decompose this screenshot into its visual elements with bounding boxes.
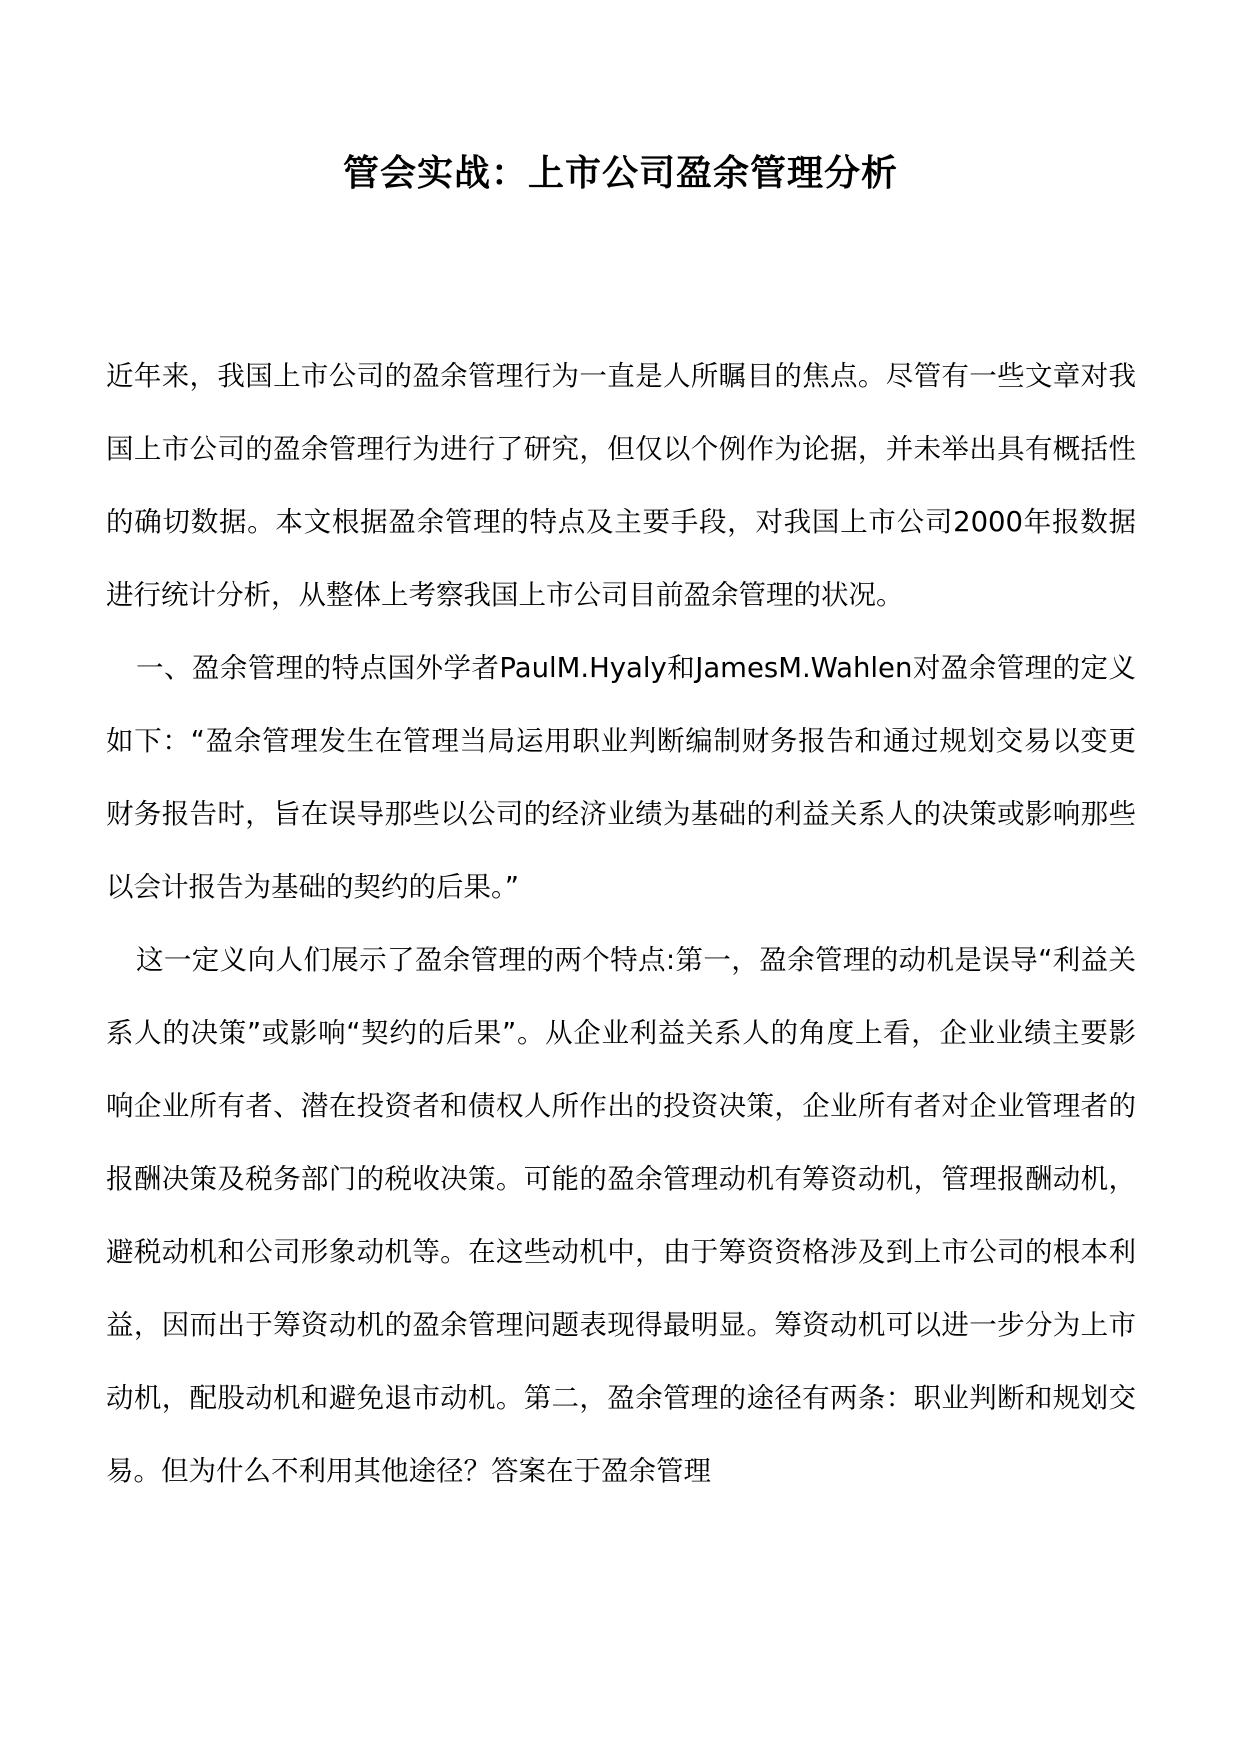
document-title: 管会实战：上市公司盈余管理分析 [342, 153, 898, 194]
paragraph-section-one: 一、盈余管理的特点国外学者PaulM.Hyaly和JamesM.Wahlen对盈余管理的定义如下：“盈余管理发生在管理当局运用职业判断编制财务报告和通过规划交易以变更财务报告时，旨在误导那些以公司的经济业绩为基础的利益关系人的决策或影响那些以会计报告为基础的契约的后果。” [106, 652, 1136, 903]
document-body [106, 340, 1136, 1508]
paragraph-characteristics: 这一定义向人们展示了盈余管理的两个特点:第一，盈余管理的动机是误导“利益关系人的决策”或影响“契约的后果”。从企业利益关系人的角度上看，企业业绩主要影响企业所有者、潜在投资者和债权人所作出的投资决策，企业所有者对企业管理者的报酬决策及税务部门的税收决策。可能的盈余管理动机有筹资动机，管理报酬动机，避税动机和公司形象动机等。在这些动机中，由于筹资资格涉及到上市公司的根本利益，因而出于筹资动机的盈余管理问题表现得最明显。筹资动机可以进一步分为上市动机，配股动机和避免退市动机。第二，盈余管理的途径有两条：职业判断和规划交易。但为什么不利用其他途径？答案在于盈余管理 [106, 944, 1136, 1487]
paragraph-intro: 近年来，我国上市公司的盈余管理行为一直是人所瞩目的焦点。尽管有一些文章对我国上市公司的盈余管理行为进行了研究，但仅以个例作为论据，并未举出具有概括性的确切数据。本文根据盈余管理的特点及主要手段，对我国上市公司2000年报数据进行统计分析，从整体上考察我国上市公司目前盈余管理的状况。 [106, 360, 1136, 611]
